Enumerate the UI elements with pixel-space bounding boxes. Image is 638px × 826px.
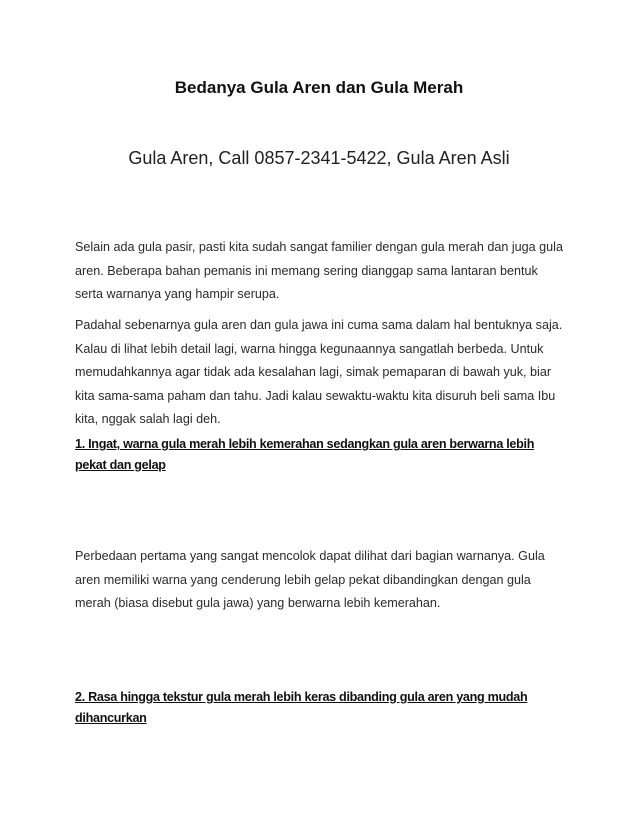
document-title: Bedanya Gula Aren dan Gula Merah [174,78,464,97]
paragraph-color-difference: Perbedaan pertama yang sangat mencolok dapat dilihat dari bagian warnanya. Gula aren memiliki warna yang cenderung lebih gelap pekat dibandingkan dengan gula merah (biasa disebut gula jawa) yang berwarna lebih kemerahan. [75,549,545,610]
paragraph-intro: Selain ada gula pasir, pasti kita sudah sangat familier dengan gula merah dan juga gula aren. Beberapa bahan pemanis ini memang sering dianggap sama lantaran bentuk serta warnanya yang hampir serupa. [75,240,563,301]
section-heading-2: 2. Rasa hingga tekstur gula merah lebih keras dibanding gula aren yang mudah dihancurkan [75,690,528,725]
section-heading-1: 1. Ingat, warna gula merah lebih kemerahan sedangkan gula aren berwarna lebih pekat dan gelap [75,437,535,472]
paragraph-explanation: Padahal sebenarnya gula aren dan gula jawa ini cuma sama dalam hal bentuknya saja. Kalau di lihat lebih detail lagi, warna hingga kegunaannya sangatlah berbeda. Untuk memudahkannya agar tidak ada kesalahan lagi, simak pemaparan di bawah yuk, biar kita sama-sama paham dan tahu. Jadi kalau sewaktu-waktu kita disuruh beli sama Ibu kita, nggak salah lagi deh. [75,318,563,426]
document-subtitle: Gula Aren, Call 0857-2341-5422, Gula Aren Asli [128,148,510,168]
